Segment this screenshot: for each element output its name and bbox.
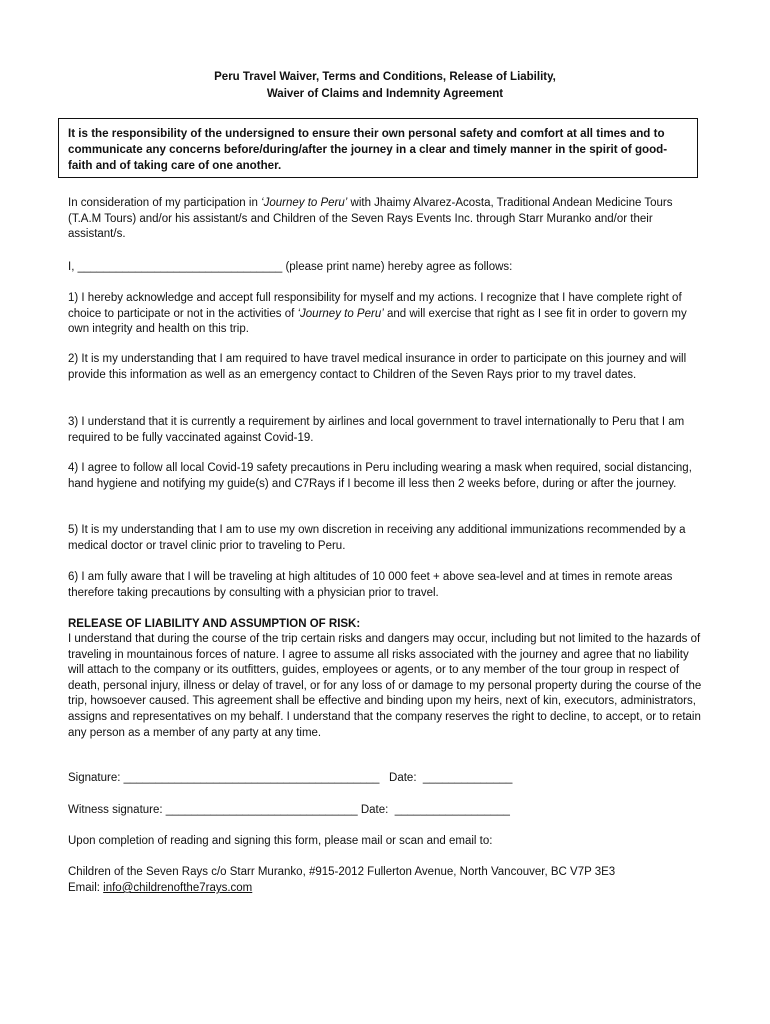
clause-1-before: 1) I hereby acknowledge and accept full responsibility for myself and my actions. I recognize that I have complete right of choice to participate or not in the activities of <box>68 292 682 320</box>
witness-signature-date-line: Witness signature: ______________________________ Date: __________________ <box>68 804 510 816</box>
completion-instructions: Upon completion of reading and signing this form, please mail or scan and email to: <box>68 835 493 847</box>
responsibility-notice-text: It is the responsibility of the undersigned to ensure their own personal safety and comfort at all times and to communicate any concerns before/during/after the journey in a clear and timely manner in the spirit of good-faith and of taking care of one another. <box>68 127 668 172</box>
intro-text-before: In consideration of my participation in <box>68 197 262 209</box>
mailing-address: Children of the Seven Rays c/o Starr Muranko, #915-2012 Fullerton Avenue, North Vancouver, BC V7P 3E3 <box>68 866 616 878</box>
clause-3: 3) I understand that it is currently a requirement by airlines and local government to travel internationally to Peru that I am required to be fully vaccinated against Covid-19. <box>68 416 685 444</box>
responsibility-notice-box <box>58 118 698 178</box>
clause-5: 5) It is my understanding that I am to use my own discretion in receiving any additional immunizations recommended by a medical doctor or travel clinic prior to traveling to Peru. <box>68 524 686 552</box>
email-row <box>68 881 252 897</box>
clause-4: 4) I agree to follow all local Covid-19 safety precautions in Peru including wearing a mask when required, social distancing, hand hygiene and notifying my guide(s) and C7Rays if I become ill less then 2 weeks before, during or after the journey. <box>68 462 692 490</box>
release-heading: RELEASE OF LIABILITY AND ASSUMPTION OF RISK: <box>68 618 361 630</box>
document-title-line-2: Waiver of Claims and Indemnity Agreement <box>266 88 504 100</box>
intro-text-after: with Jhaimy Alvarez-Acosta, Traditional Andean Medicine Tours (T.A.M Tours) and/or his assistant/s and Children of the Seven Rays Events Inc. through Starr Muranko and/or their assistant/s. <box>68 197 673 241</box>
release-body: I understand that during the course of the trip certain risks and dangers may occur, including but not limited to the hazards of traveling in mountainous forces of nature. I agree to assume all risks associated with the journey and agree that no liability will attach to the company or its outfitters, guides, employees or agents, or to any member of the tour group in respect of death, personal injury, illness or delay of travel, or for any loss of or damage to my personal property during the course of the trip, howsoever caused. This agreement shall be effective and binding upon my heirs, next of kin, executors, administrators, assigns and representatives on my behalf. I understand that the company reserves the right to decline, to accept, or to retain any person as a member of any party at any time. <box>68 633 702 739</box>
intro-paragraph <box>68 196 704 243</box>
signature-date-line: Signature: ________________________________________ Date: ______________ <box>68 772 513 784</box>
email-link[interactable]: info@childrenofthe7rays.com <box>103 882 253 894</box>
print-name-line: I, ________________________________ (please print name) hereby agree as follows: <box>68 261 513 273</box>
clause-2: 2) It is my understanding that I am required to have travel medical insurance in order to participate on this journey and will provide this information as well as an emergency contact to Children of the Seven Rays prior to my travel dates. <box>68 353 687 381</box>
clause-6: 6) I am fully aware that I will be traveling at high altitudes of 10 000 feet + above sea-level and at times in remote areas therefore taking precautions by consulting with a physician prior to travel. <box>68 571 673 599</box>
clause-1-trip-name: ‘Journey to Peru’ <box>297 307 384 320</box>
document-title-line-1: Peru Travel Waiver, Terms and Conditions, Release of Liability, <box>214 71 556 83</box>
clause-1 <box>68 291 704 338</box>
clause-1-after: and will exercise that right as I see fit in order to govern my own integrity and health on this trip. <box>68 307 687 336</box>
intro-trip-name: ‘Journey to Peru’ <box>261 197 348 209</box>
email-label: Email: <box>68 882 104 894</box>
